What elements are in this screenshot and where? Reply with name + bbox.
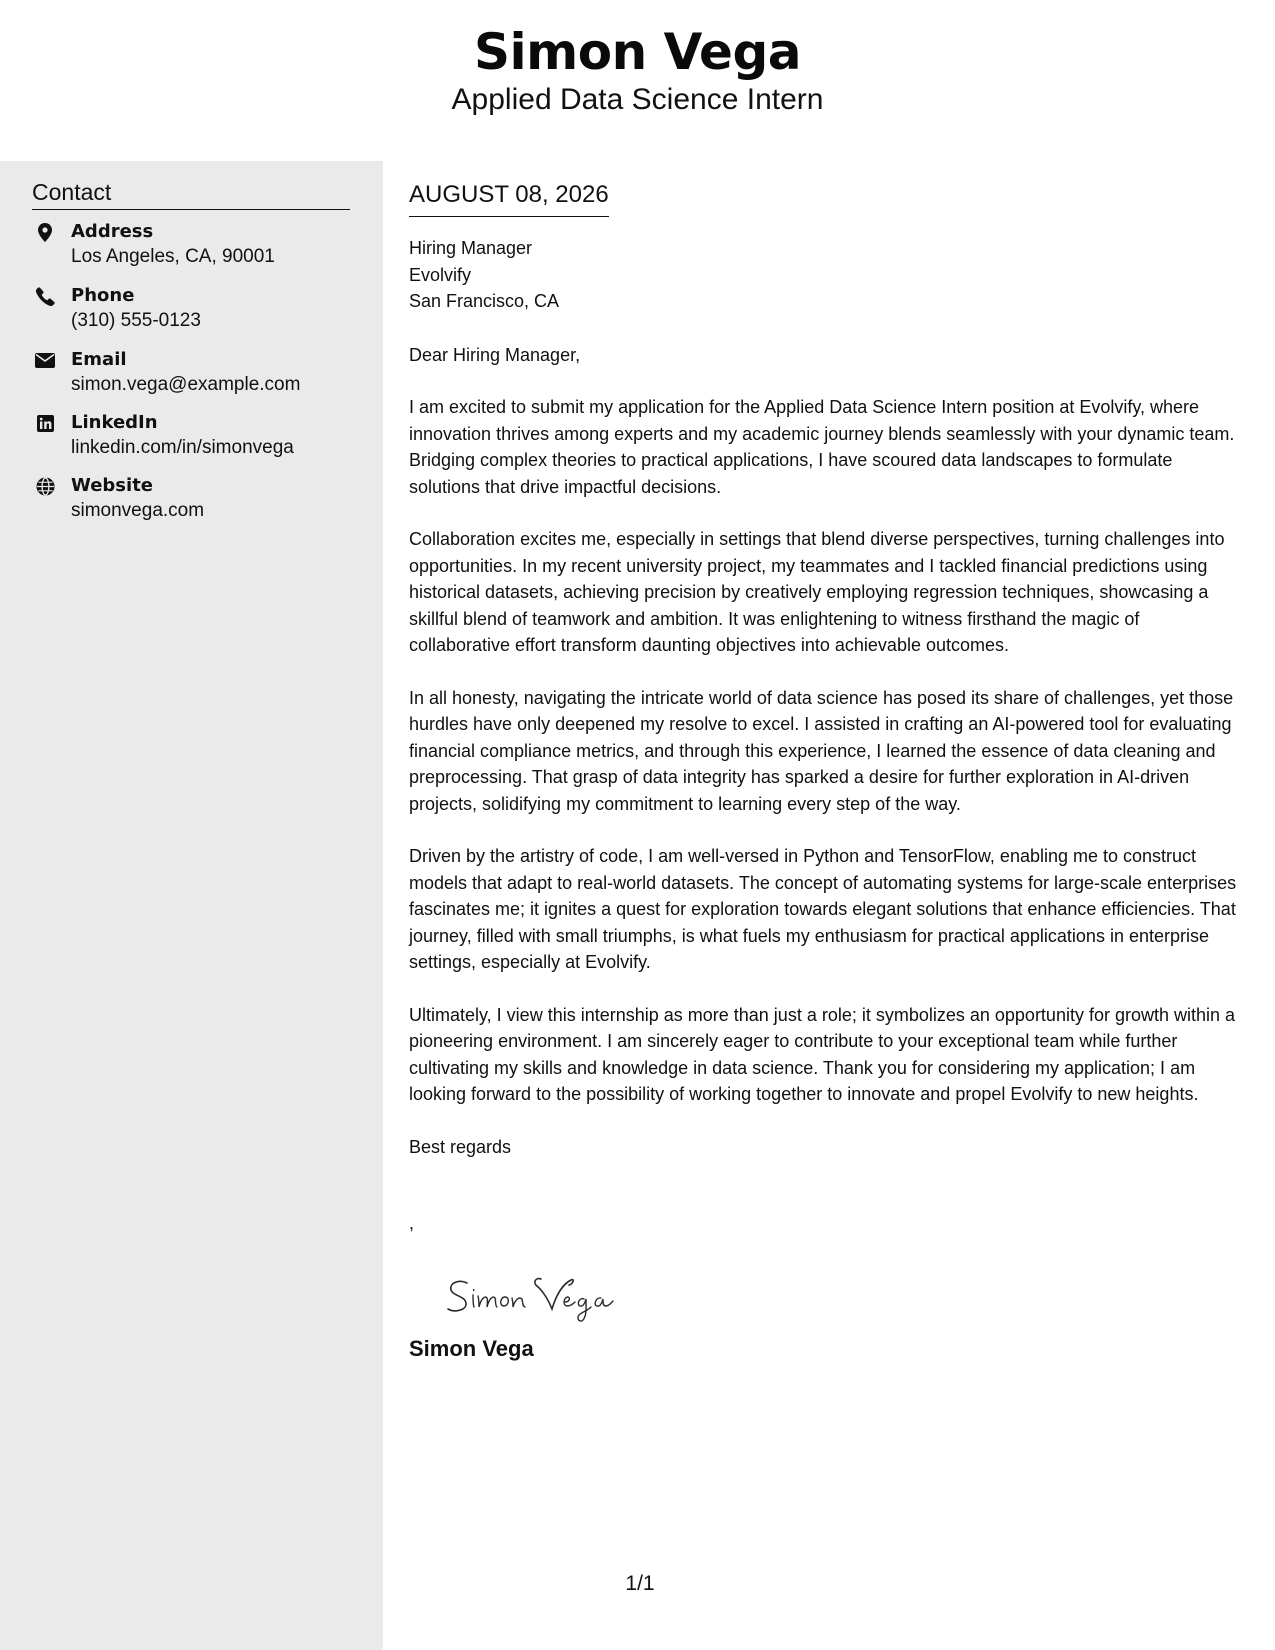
contact-item-email bbox=[32, 348, 372, 404]
contact-item-phone bbox=[32, 284, 372, 340]
salutation: Dear Hiring Manager, bbox=[409, 344, 581, 365]
contact-item-website bbox=[32, 474, 372, 530]
body-paragraph: I am excited to submit my application for the Applied Data Science Intern position at Evolvify, where innovation thrives among experts and my academic journey blends seamlessly with your dynamic team. Bridging complex theories to practical applications, I have scoured data landscapes to formulate solutions that drive impactful decisions. bbox=[409, 397, 1235, 497]
contact-label: Phone bbox=[71, 285, 135, 306]
page-number: 1/1 bbox=[625, 1572, 655, 1595]
applicant-title: Applied Data Science Intern bbox=[451, 83, 824, 116]
letter-header bbox=[0, 0, 1275, 161]
body-paragraph: Ultimately, I view this internship as more than just a role; it symbolizes an opportunity for growth within a pioneering environment. I am sincerely eager to contribute to your exceptional team while further cultivating my skills and knowledge in data science. Thank you for considering my application; I am looking forward to the possibility of working together to innovate and propel Evolvify to new heights. bbox=[409, 1004, 1236, 1104]
body-paragraph: Collaboration excites me, especially in settings that blend diverse perspectives, turning challenges into opportunities. In my recent university project, my teammates and I tackled financial predictions using historical datasets, achieving precision by creatively employing regression techniques, showcasing a skillful blend of teamwork and ambition. It was enlightening to witness firsthand the magic of collaborative effort transform daunting objectives into achievable outcomes. bbox=[409, 529, 1225, 655]
envelope-icon bbox=[32, 350, 58, 370]
contact-label: LinkedIn bbox=[71, 412, 158, 433]
recipient-location: San Francisco, CA bbox=[409, 291, 560, 311]
signer-name: Simon Vega bbox=[409, 1335, 534, 1361]
globe-icon bbox=[32, 476, 58, 496]
recipient-block bbox=[409, 235, 1241, 315]
contact-label: Website bbox=[71, 475, 154, 496]
contact-value: simonvega.com bbox=[71, 500, 205, 521]
contact-heading: Contact bbox=[32, 178, 350, 210]
closing: Best regards bbox=[409, 1136, 512, 1157]
contact-value: (310) 555-0123 bbox=[71, 310, 201, 331]
letter-body bbox=[409, 178, 1241, 1363]
map-pin-icon bbox=[32, 222, 58, 242]
linkedin-icon bbox=[32, 413, 58, 433]
contact-item-linkedin bbox=[32, 411, 372, 467]
body-paragraph: In all honesty, navigating the intricate world of data science has posed its share of challenges, yet those hurdles have only deepened my resolve to excel. I assisted in crafting an AI-powered tool for evaluating financial compliance metrics, and through this experience, I learned the essence of data cleaning and preprocessing. That grasp of data integrity has sparked a desire for further exploration in AI-driven projects, solidifying my commitment to learning every step of the way. bbox=[409, 687, 1234, 814]
closing-comma: , bbox=[409, 1213, 415, 1233]
body-paragraph: Driven by the artistry of code, I am well-versed in Python and TensorFlow, enabling me to construct models that adapt to real-world datasets. The concept of automating systems for large-scale enterprises fascinates me; it ignites a quest for exploration towards elegant solutions that enhance efficiencies. That journey, filled with small triumphs, is what fuels my enthusiasm for practical applications in enterprise settings, especially at Evolvify. bbox=[409, 846, 1237, 972]
contact-value: simon.vega@example.com bbox=[71, 374, 301, 395]
signature-image bbox=[445, 1265, 645, 1325]
recipient-line: Hiring Manager bbox=[409, 238, 533, 258]
letter-date: AUGUST 08, 2026 bbox=[409, 180, 609, 217]
contact-value: linkedin.com/in/simonvega bbox=[71, 437, 294, 458]
phone-icon bbox=[32, 286, 58, 306]
contact-label: Address bbox=[71, 221, 154, 242]
contact-item-address bbox=[32, 220, 372, 276]
contact-value: Los Angeles, CA, 90001 bbox=[71, 246, 275, 267]
applicant-name: Simon Vega bbox=[473, 23, 801, 81]
recipient-company: Evolvify bbox=[409, 264, 472, 285]
contact-label: Email bbox=[71, 349, 127, 370]
